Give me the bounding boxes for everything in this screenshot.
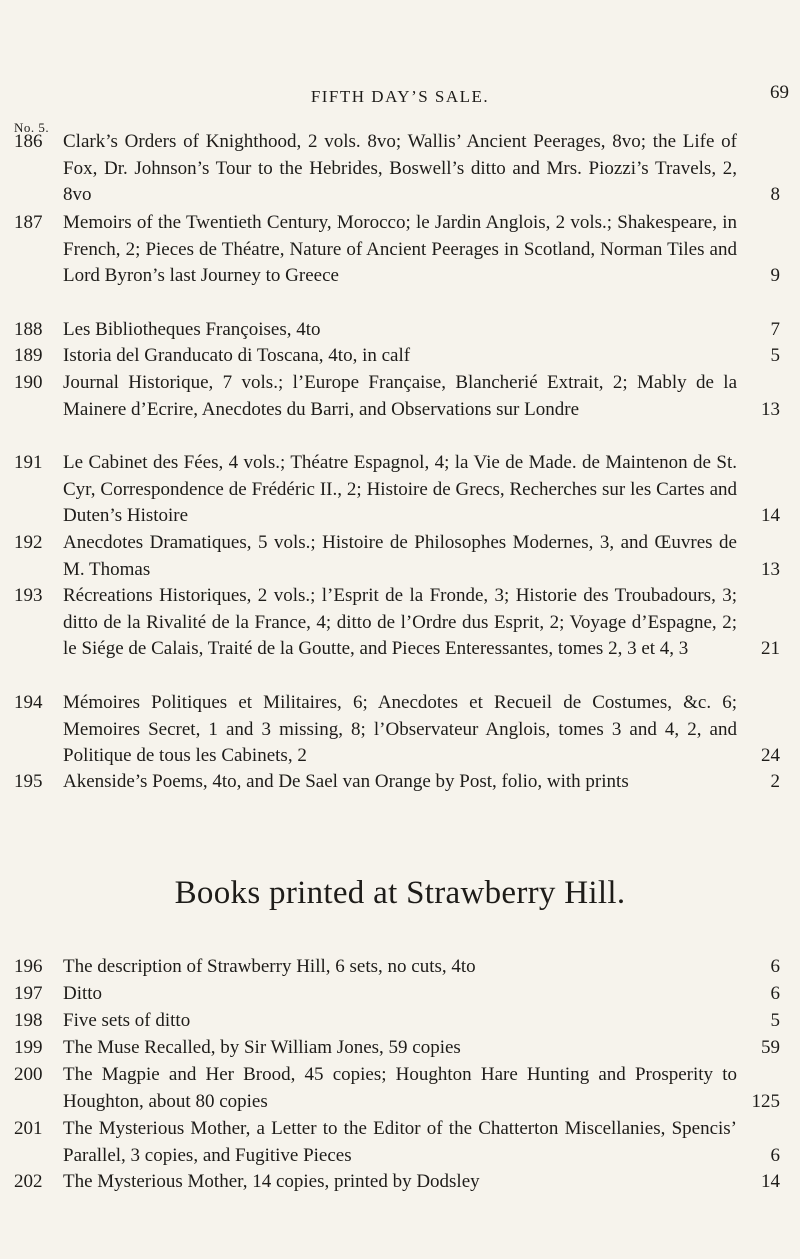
- lot-description: The Magpie and Her Brood, 45 copies; Houghton Hare Hunting and Prosperity to Houghton, about 80 copies: [63, 1064, 737, 1112]
- lot-entry: [0, 1035, 800, 1062]
- lot-price: 24: [761, 745, 780, 766]
- lot-price: 21: [761, 638, 780, 659]
- lot-number: 193: [14, 585, 43, 606]
- lot-entry: [0, 690, 800, 770]
- lot-price: 2: [770, 771, 780, 792]
- lot-description: Journal Historique, 7 vols.; l’Europe Française, Blancherié Extrait, 2; Mably de la Mainere d’Ecrire, Anecdotes du Barri, and Observations sur Londre: [63, 372, 737, 420]
- lot-description: Istoria del Granducato di Toscana, 4to, in calf: [63, 345, 411, 366]
- lot-entry: [0, 769, 800, 796]
- lot-description: Akenside’s Poems, 4to, and De Sael van Orange by Post, folio, with prints: [63, 771, 629, 792]
- lot-number: 197: [14, 983, 43, 1004]
- lot-entry: [0, 1116, 800, 1169]
- lot-number: 195: [14, 771, 43, 792]
- section-heading: Books printed at Strawberry Hill.: [174, 875, 626, 911]
- lot-price: 13: [761, 398, 780, 420]
- lot-number: 192: [14, 532, 43, 553]
- lot-number: 186: [14, 131, 43, 152]
- lot-description: Le Cabinet des Fées, 4 vols.; Théatre Espagnol, 4; la Vie de Made. de Maintenon de St. Cyr, Correspondence de Frédéric II., 2; Histoire de Grecs, Recherches sur les Cartes and Duten’s Histoire: [63, 452, 737, 526]
- lot-price: 59: [761, 1037, 780, 1058]
- lot-number: 202: [14, 1171, 43, 1192]
- lot-price: 14: [761, 1171, 780, 1192]
- lot-entry: [0, 370, 800, 423]
- lot-entry: [0, 583, 800, 663]
- lot-number: 187: [14, 212, 43, 233]
- lot-price: 14: [761, 505, 780, 526]
- lot-entry: [0, 1169, 800, 1196]
- lot-description: The description of Strawberry Hill, 6 sets, no cuts, 4to: [63, 956, 476, 977]
- lot-entry: [0, 129, 800, 209]
- lot-number: 188: [14, 319, 43, 340]
- lot-entry: [0, 530, 800, 583]
- lot-number: 190: [14, 372, 43, 393]
- lot-price: 7: [770, 319, 780, 340]
- lot-price: 9: [770, 265, 780, 286]
- lot-price: 5: [770, 345, 780, 366]
- page-number: 69: [770, 82, 789, 103]
- lot-entry: [0, 343, 800, 370]
- lot-entry: [0, 981, 800, 1008]
- lot-number: 198: [14, 1010, 43, 1031]
- lot-number: 189: [14, 345, 43, 366]
- lot-description: The Mysterious Mother, a Letter to the Editor of the Chatterton Miscellanies, Spencis’ Parallel, 3 copies, and Fugitive Pieces: [63, 1118, 737, 1166]
- lot-price: 6: [770, 956, 780, 977]
- lot-description: Mémoires Politiques et Militaires, 6; Anecdotes et Recueil de Costumes, &c. 6; Memoires Secret, 1 and 3 missing, 8; l’Observateur Anglois, tomes 3 and 4, 2, and Politique de tous les Cabinets, 2: [63, 692, 737, 766]
- lot-number: 199: [14, 1037, 43, 1058]
- lot-description: Five sets of ditto: [63, 1010, 191, 1031]
- lot-entry: [0, 210, 800, 290]
- lot-price: 5: [770, 1010, 780, 1031]
- lot-entry: [0, 1062, 800, 1115]
- lot-number: 191: [14, 452, 43, 473]
- lot-entry: [0, 450, 800, 530]
- lot-price: 125: [751, 1090, 780, 1112]
- lot-description: The Mysterious Mother, 14 copies, printed by Dodsley: [63, 1171, 480, 1192]
- running-head: FIFTH DAY’S SALE.: [310, 87, 490, 106]
- lot-description: Anecdotes Dramatiques, 5 vols.; Histoire de Philosophes Modernes, 3, and Œuvres de M. Thomas: [63, 532, 737, 580]
- lot-number: 200: [14, 1064, 43, 1085]
- lot-price: 8: [770, 184, 780, 205]
- lot-price: 6: [770, 1144, 780, 1166]
- signature-mark: No. 5.: [14, 120, 50, 135]
- lot-description: Memoirs of the Twentieth Century, Morocco; le Jardin Anglois, 2 vols.; Shakespeare, in French, 2; Pieces de Théatre, Nature of Ancient Peerages in Scotland, Norman Tiles and Lord Byron’s last Journey to Greece: [63, 212, 737, 286]
- lot-description: Ditto: [63, 983, 103, 1004]
- lot-price: 13: [761, 558, 780, 580]
- lot-number: 196: [14, 956, 43, 977]
- lot-entry: [0, 954, 800, 981]
- lot-price: 6: [770, 983, 780, 1004]
- lot-number: 201: [14, 1118, 43, 1139]
- lot-entry: [0, 317, 800, 344]
- lot-description: The Muse Recalled, by Sir William Jones, 59 copies: [63, 1037, 461, 1058]
- lot-description: Les Bibliotheques Françoises, 4to: [63, 319, 321, 340]
- lot-description: Clark’s Orders of Knighthood, 2 vols. 8vo; Wallis’ Ancient Peerages, 8vo; the Life of Fox, Dr. Johnson’s Tour to the Hebrides, Boswell’s ditto and Mrs. Piozzi’s Travels, 2, 8vo: [63, 131, 737, 205]
- lot-entry: [0, 1008, 800, 1035]
- lot-description: Récreations Historiques, 2 vols.; l’Esprit de la Fronde, 3; Historie des Troubadours, 3; ditto de la Rivalité de la France, 4; ditto de l’Ordre dus Esprit, 2; Voyage d’Espagne, 2; le Siége de Calais, Traité de la Goutte, and Pieces Enteressantes, tomes 2, 3 et 4, 3: [63, 585, 737, 659]
- lot-number: 194: [14, 692, 43, 713]
